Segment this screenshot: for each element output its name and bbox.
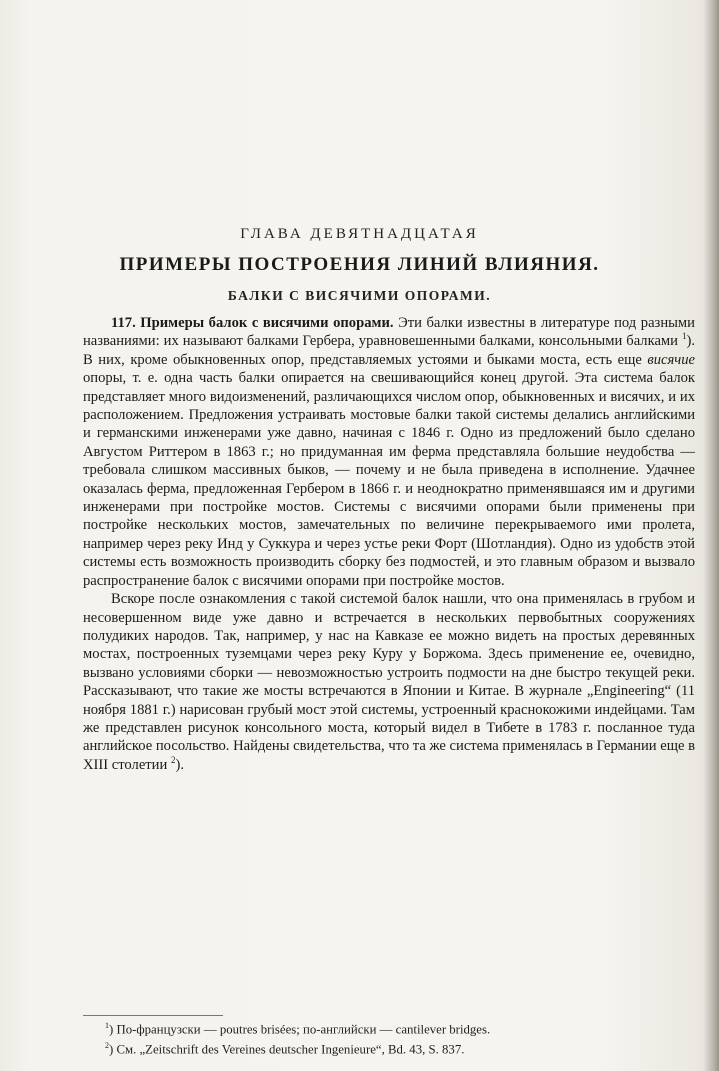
footnote-mark: 2 (105, 1040, 109, 1050)
body-text (83, 314, 695, 774)
paragraph-number: 117. (111, 315, 136, 331)
footnote-2 (105, 1038, 695, 1058)
paragraph-heading: Примеры балок с висячими опорами. (140, 315, 394, 331)
paragraph-2 (83, 590, 695, 774)
paragraph-text: опоры, т. е. одна часть балки опирается на свешивающийся конец другой. Эта система балок представляет много видоизменений, различающихся числом опор, обыкновенных и висячих, и их расположением. Предложения устраивать мостовые балки такой системы делались английскими и германскими инженерами уже давно, начиная с 1846 г. Одно из предложений было сделано Августом Риттером в 1863 г.; но придуманная им ферма представляла большие неудобства — требовала слишком массивных быков, — почему и не была приведена в исполнение. Удачнее оказалась ферма, предложенная Гербером в 1866 г. и неоднократно применявшаяся им и другими инженерами при постройке мостов. Системы с висячими опорами были применены при постройке нескольких мостов, замечательных по величине перекрываемого ими пролета, например через реку Инд у Суккура и через устье реки Форт (Шотландия). Одно из удобств этой системы есть возможность производить сборку без подмостей, и это главным образом и вызвало распространение балок с висячими опорами при постройке мостов. (83, 370, 695, 589)
footnote-text: ) См. „Zeitschrift des Vereines deutscher Ingenieure“, Bd. 43, S. 837. (109, 1042, 465, 1057)
paragraph-text: Вскоре после ознакомления с такой системой балок нашли, что она применялась в грубом и несовершенном виде уже давно и встречается в нескольких первобытных сооружениях полудиких народов. Так, например, у нас на Кавказе ее можно видеть на простых деревянных мостах, построенных туземцами через реку Куру у Боржома. Здесь применение ее, очевидно, вызвано условиями сборки — невозможностью устроить подмости на дне быстро текущей реки. Рассказывают, что такие же мосты встречаются в Японии и Китае. В журнале „Engineering“ (11 ноября 1881 г.) нарисован грубый мост этой системы, устроенный краснокожими индейцами. Там же представлен рисунок консольного моста, который видел в Тибете в 1783 г. посланное туда английское посольство. Найдены свидетельства, что та же система применялась в Германии еще в XIII столетии (83, 591, 695, 773)
footnotes (105, 1018, 695, 1058)
italic-term: висячие (647, 351, 695, 368)
chapter-heading: ГЛАВА ДЕВЯТНАДЦАТАЯ (240, 226, 479, 242)
footnote-ref-1[interactable]: 1 (681, 331, 687, 342)
footnote-mark: 1 (105, 1021, 109, 1030)
footnote-text: ) По-французски — poutres brisées; по-английски — cantilever bridges. (109, 1022, 491, 1037)
page-spine-shadow (703, 0, 719, 1071)
paragraph-text: ). В них, кроме обыкновенных опор, представляемых устоями и быками моста, есть еще (83, 333, 695, 368)
footnote-divider (83, 1015, 223, 1016)
chapter-title: ПРИМЕРЫ ПОСТРОЕНИЯ ЛИНИЙ ВЛИЯНИЯ. (119, 254, 600, 275)
footnote-1 (105, 1018, 695, 1038)
paragraph-text: Эти балки известны в литературе под разными названиями: их называют балками Гербера, уравновешенными балками, консольными балками (83, 315, 695, 350)
footnote-ref-2[interactable]: 2 (170, 754, 176, 765)
paragraph-117 (83, 314, 695, 590)
paragraph-text: ). (175, 756, 184, 773)
section-title: БАЛКИ С ВИСЯЧИМИ ОПОРАМИ. (227, 288, 492, 303)
